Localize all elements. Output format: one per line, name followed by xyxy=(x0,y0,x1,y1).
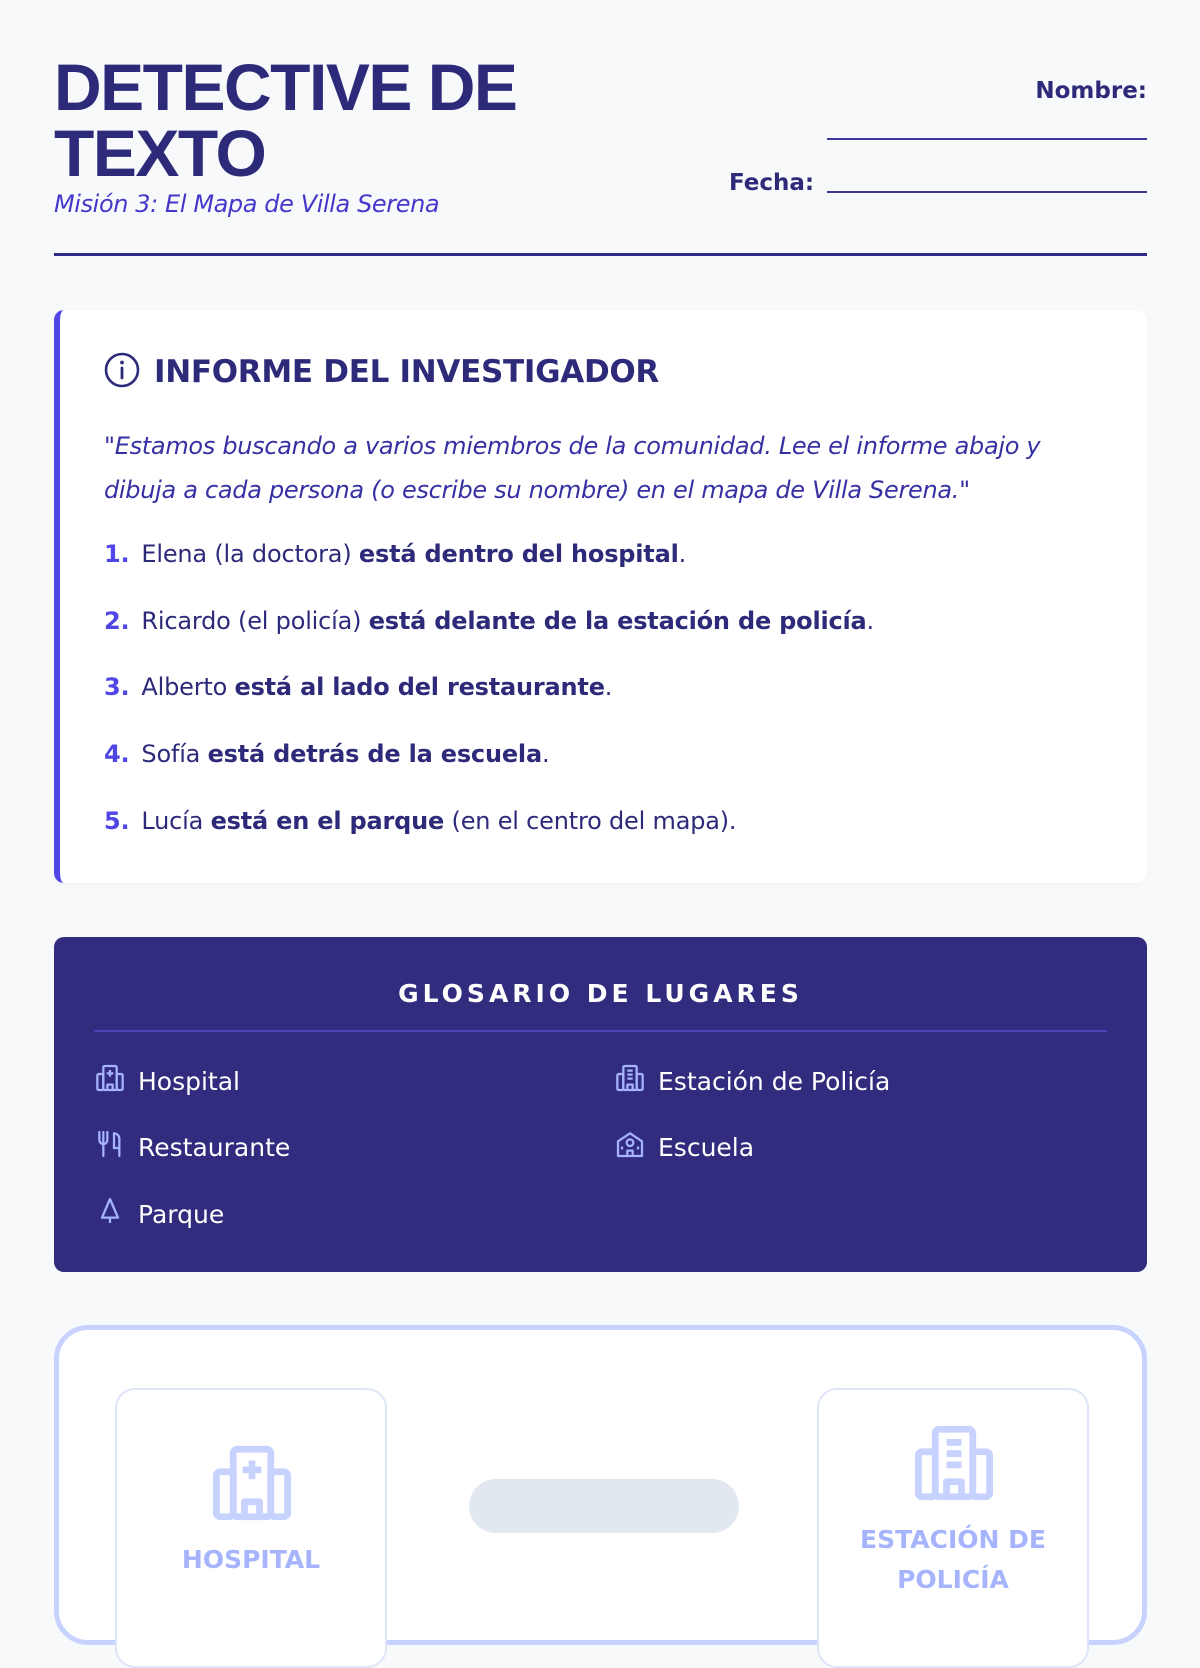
glossary-item-police-station xyxy=(614,1062,890,1100)
date-label: Fecha: xyxy=(729,170,815,196)
header-divider xyxy=(54,253,1147,256)
map-building-police-station[interactable] xyxy=(817,1388,1089,1668)
instruction-text: Sofía xyxy=(141,740,208,768)
instruction-number: 3. xyxy=(104,673,130,701)
instruction-number: 4. xyxy=(104,740,130,768)
instruction-key-phrase: está en el parque xyxy=(210,807,445,835)
glossary-label: Hospital xyxy=(138,1066,241,1096)
name-label: Nombre: xyxy=(1035,78,1147,104)
instruction-text: Ricardo (el policía) xyxy=(141,607,369,635)
instruction-item xyxy=(104,673,612,701)
instruction-suffix: . xyxy=(604,673,613,701)
glossary-label: Restaurante xyxy=(138,1132,291,1162)
instruction-item xyxy=(104,540,686,568)
instruction-key-phrase: está dentro del hospital xyxy=(358,540,679,568)
instruction-suffix: . xyxy=(866,607,874,635)
worksheet-title: DETECTIVE DE TEXTO xyxy=(54,50,517,190)
glossary-title: GLOSARIO DE LUGARES xyxy=(398,979,803,1008)
police-station-icon xyxy=(614,1062,646,1100)
instruction-item xyxy=(104,807,736,835)
instruction-number: 5. xyxy=(104,807,130,835)
hospital-icon xyxy=(94,1062,126,1100)
instruction-key-phrase: está detrás de la escuela xyxy=(207,740,542,768)
glossary-label: Escuela xyxy=(658,1132,755,1162)
mission-subtitle: Misión 3: El Mapa de Villa Serena xyxy=(54,190,440,218)
school-icon xyxy=(614,1128,646,1166)
info-icon xyxy=(104,352,140,392)
park-tree-icon xyxy=(94,1195,126,1233)
date-field-line[interactable] xyxy=(827,191,1147,193)
instruction-suffix: . xyxy=(541,740,550,768)
glossary-item-school xyxy=(614,1128,754,1166)
report-heading xyxy=(104,352,659,392)
instruction-key-phrase: está al lado del restaurante xyxy=(234,673,605,701)
instruction-number: 1. xyxy=(104,540,130,568)
instruction-text: Lucía xyxy=(141,807,211,835)
report-title: INFORME DEL INVESTIGADOR xyxy=(154,354,659,390)
map-building-label: HOSPITAL xyxy=(181,1545,321,1574)
places-glossary xyxy=(54,937,1147,1272)
instruction-suffix: (en el centro del mapa). xyxy=(444,807,737,835)
instruction-item xyxy=(104,740,549,768)
instruction-item xyxy=(104,607,874,635)
worksheet-header xyxy=(54,50,1147,256)
glossary-label: Estación de Policía xyxy=(658,1066,891,1096)
glossary-item-park xyxy=(94,1195,224,1233)
investigator-report-card xyxy=(54,310,1147,883)
restaurant-icon xyxy=(94,1128,126,1166)
map-road-segment xyxy=(469,1479,739,1533)
glossary-item-restaurant xyxy=(94,1128,290,1166)
instruction-number: 2. xyxy=(104,607,130,635)
glossary-divider xyxy=(94,1030,1107,1032)
police-station-icon xyxy=(909,1418,999,1512)
instruction-text: Elena (la doctora) xyxy=(141,540,359,568)
instruction-suffix: . xyxy=(678,540,687,568)
glossary-label: Parque xyxy=(138,1199,225,1229)
report-intro-quote: "Estamos buscando a varios miembros de la comunidad. Lee el informe abajo y dibuja a cada persona (o escribe su nombre) en el mapa de Villa Serena." xyxy=(104,432,1041,504)
map-building-hospital[interactable] xyxy=(115,1388,387,1668)
villa-serena-map[interactable] xyxy=(54,1325,1147,1645)
instruction-key-phrase: está delante de la estación de policía xyxy=(368,607,867,635)
instruction-text: Alberto xyxy=(141,673,235,701)
hospital-icon xyxy=(207,1438,297,1532)
glossary-item-hospital xyxy=(94,1062,240,1100)
name-field-line[interactable] xyxy=(827,138,1147,140)
map-building-label: ESTACIÓN DE POLICÍA xyxy=(860,1525,1046,1594)
